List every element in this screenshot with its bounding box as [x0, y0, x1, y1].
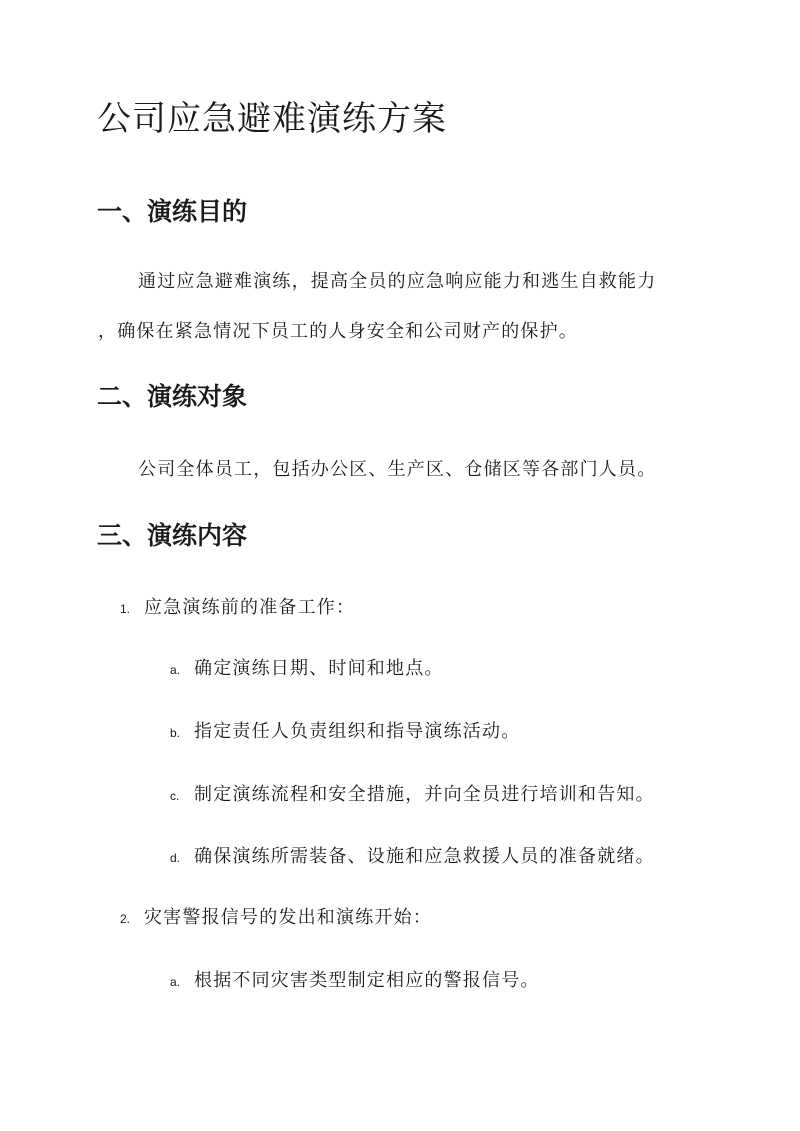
sub-list-item-text: 确保演练所需装备、设施和应急救援人员的准备就绪。 [194, 846, 655, 867]
sub-list-item [170, 783, 655, 808]
section-heading-target: 二、演练对象 [97, 382, 248, 411]
list-marker: 2. [120, 912, 131, 926]
sub-list-item-text: 根据不同灾害类型制定相应的警报信号。 [194, 970, 540, 991]
document-title: 公司应急避难演练方案 [97, 99, 447, 139]
sub-list-item-text: 确定演练日期、时间和地点。 [194, 658, 444, 679]
paragraph-line: ，确保在紧急情况下员工的人身安全和公司财产的保护。 [98, 321, 578, 342]
sub-list-marker: b. [170, 726, 181, 740]
list-marker: 1. [120, 602, 131, 616]
list-item-text: 灾害警报信号的发出和演练开始： [144, 907, 432, 928]
section-heading-purpose: 一、演练目的 [97, 197, 248, 226]
sub-list-item [170, 720, 520, 745]
sub-list-item [170, 969, 540, 994]
sub-list-item-text: 制定演练流程和安全措施，并向全员进行培训和告知。 [194, 784, 655, 805]
list-item [120, 906, 432, 931]
sub-list-marker: a. [170, 663, 181, 677]
sub-list-marker: a. [170, 975, 181, 989]
section-heading-content: 三、演练内容 [97, 521, 248, 550]
list-item-text: 应急演练前的准备工作： [144, 597, 356, 618]
sub-list-marker: d. [170, 851, 181, 865]
sub-list-item [170, 845, 655, 870]
paragraph-line: 公司全体员工，包括办公区、生产区、仓储区等各部门人员。 [138, 459, 657, 480]
sub-list-item [170, 657, 444, 682]
list-item [120, 596, 355, 621]
paragraph-line: 通过应急避难演练，提高全员的应急响应能力和逃生自救能力 [138, 271, 657, 292]
sub-list-item-text: 指定责任人负责组织和指导演练活动。 [194, 721, 521, 742]
sub-list-marker: c. [170, 789, 180, 803]
